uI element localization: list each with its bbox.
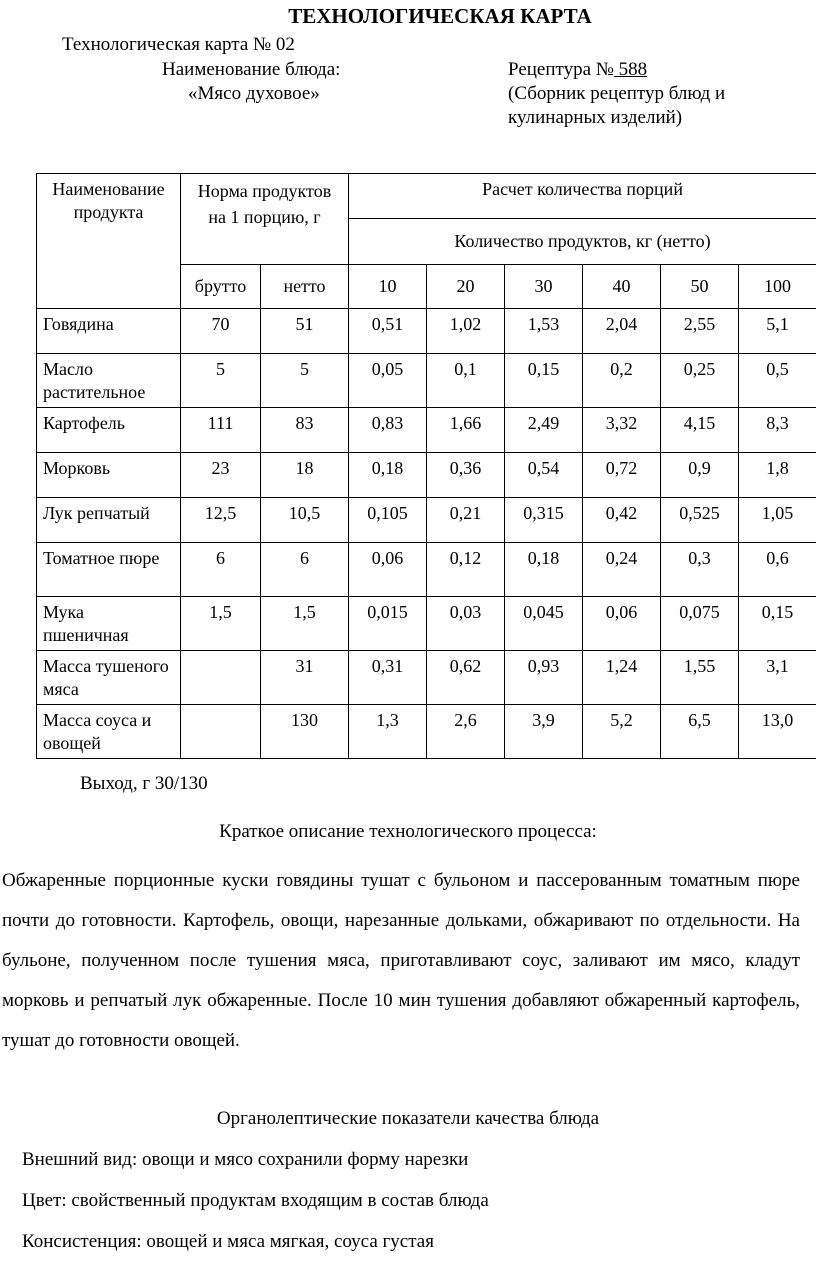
netto-value: 1,5 xyxy=(261,597,349,651)
portion-value: 0,15 xyxy=(739,597,816,651)
quality-title: Органолептические показатели качества блюда xyxy=(216,1108,600,1129)
header-portion: 40 xyxy=(583,265,661,309)
portion-value: 0,15 xyxy=(505,354,583,408)
brutto-value: 12,5 xyxy=(181,498,261,543)
portion-value: 0,12 xyxy=(427,543,505,597)
portion-value: 2,6 xyxy=(427,705,505,759)
table-row xyxy=(37,354,816,408)
portion-value: 0,31 xyxy=(349,651,427,705)
portion-value: 13,0 xyxy=(739,705,816,759)
product-name: Масло растительное xyxy=(37,354,181,408)
product-name: Картофель xyxy=(37,408,181,453)
brutto-value: 111 xyxy=(181,408,261,453)
portion-value: 8,3 xyxy=(739,408,816,453)
card-number: Технологическая карта № 02 xyxy=(62,34,295,55)
recipe-source-line2: кулинарных изделий) xyxy=(508,107,683,128)
portion-value: 0,36 xyxy=(427,453,505,498)
header-qty: Количество продуктов, кг (нетто) xyxy=(349,219,816,265)
portion-value: 0,42 xyxy=(583,498,661,543)
netto-value: 5 xyxy=(261,354,349,408)
quality-appearance: Внешний вид: овощи и мясо сохранили форму нарезки xyxy=(22,1149,469,1170)
portion-value: 0,24 xyxy=(583,543,661,597)
process-text: Обжаренные порционные куски говядины тушат с бульоном и пассерованным томатным пюре почти до готовности. Картофель, овощи, нарезанные дольками, обжаривают по отдельности. На бульоне, полученном после тушения мяса, приготавливают соус, заливают им мясо, кладут морковь и репчатый лук обжаренные. После 10 мин тушения добавляют обжаренный картофель, тушат до готовности овощей. xyxy=(2,870,800,1051)
portion-value: 0,83 xyxy=(349,408,427,453)
brutto-value: 1,5 xyxy=(181,597,261,651)
portion-value: 0,03 xyxy=(427,597,505,651)
portion-value: 0,18 xyxy=(349,453,427,498)
portion-value: 0,015 xyxy=(349,597,427,651)
recipe-prefix: Рецептура № xyxy=(508,59,614,80)
portion-value: 4,15 xyxy=(661,408,739,453)
table-body xyxy=(37,309,816,759)
output-yield: Выход, г 30/130 xyxy=(80,773,208,794)
portion-value: 1,05 xyxy=(739,498,816,543)
table-row xyxy=(37,705,816,759)
header-norm: Норма продуктов на 1 порцию, г xyxy=(181,174,349,265)
brutto-value: 6 xyxy=(181,543,261,597)
portion-value: 5,1 xyxy=(739,309,816,354)
brutto-value: 23 xyxy=(181,453,261,498)
netto-value: 83 xyxy=(261,408,349,453)
portion-value: 3,32 xyxy=(583,408,661,453)
portion-value: 0,25 xyxy=(661,354,739,408)
portion-value: 0,51 xyxy=(349,309,427,354)
netto-value: 18 xyxy=(261,453,349,498)
portion-value: 2,49 xyxy=(505,408,583,453)
portion-value: 0,05 xyxy=(349,354,427,408)
product-name: Масса соуса и овощей xyxy=(37,705,181,759)
header-calc: Расчет количества порций xyxy=(349,174,816,219)
portion-value: 3,9 xyxy=(505,705,583,759)
document-title: ТЕХНОЛОГИЧЕСКАЯ КАРТА xyxy=(288,4,592,28)
table-row xyxy=(37,408,816,453)
table-row xyxy=(37,309,816,354)
portion-value: 0,075 xyxy=(661,597,739,651)
netto-value: 130 xyxy=(261,705,349,759)
portion-value: 5,2 xyxy=(583,705,661,759)
portion-value: 0,06 xyxy=(583,597,661,651)
portion-value: 1,3 xyxy=(349,705,427,759)
recipe-source-line1: (Сборник рецептур блюд и xyxy=(508,83,726,104)
header-brutto: брутто xyxy=(181,265,261,309)
portion-value: 2,55 xyxy=(661,309,739,354)
table-row xyxy=(37,597,816,651)
recipe-number-line xyxy=(508,58,647,82)
header-portion: 20 xyxy=(427,265,505,309)
technology-table xyxy=(36,173,816,759)
portion-value: 0,5 xyxy=(739,354,816,408)
table-row xyxy=(37,498,816,543)
product-name: Масса тушеного мяса xyxy=(37,651,181,705)
portion-value: 0,3 xyxy=(661,543,739,597)
portion-value: 1,24 xyxy=(583,651,661,705)
portion-value: 0,06 xyxy=(349,543,427,597)
product-name: Томатное пюре xyxy=(37,543,181,597)
netto-value: 10,5 xyxy=(261,498,349,543)
header-portion: 30 xyxy=(505,265,583,309)
brutto-value xyxy=(181,705,261,759)
process-title: Краткое описание технологического процесса: xyxy=(219,821,597,842)
portion-value: 0,6 xyxy=(739,543,816,597)
portion-value: 0,9 xyxy=(661,453,739,498)
header-portion: 10 xyxy=(349,265,427,309)
brutto-value xyxy=(181,651,261,705)
header-product: Наименование продукта xyxy=(37,174,181,309)
dish-label: Наименование блюда: xyxy=(162,59,341,80)
product-name: Лук репчатый xyxy=(37,498,181,543)
portion-value: 3,1 xyxy=(739,651,816,705)
header-portion: 100 xyxy=(739,265,816,309)
quality-color: Цвет: свойственный продуктам входящим в состав блюда xyxy=(22,1190,489,1211)
portion-value: 2,04 xyxy=(583,309,661,354)
product-name: Мука пшеничная xyxy=(37,597,181,651)
portion-value: 0,72 xyxy=(583,453,661,498)
portion-value: 0,1 xyxy=(427,354,505,408)
header-portion: 50 xyxy=(661,265,739,309)
portion-value: 1,02 xyxy=(427,309,505,354)
portion-value: 1,66 xyxy=(427,408,505,453)
portion-value: 0,21 xyxy=(427,498,505,543)
portion-value: 0,62 xyxy=(427,651,505,705)
portion-value: 0,525 xyxy=(661,498,739,543)
quality-consistency: Консистенция: овощей и мяса мягкая, соуса густая xyxy=(22,1231,434,1252)
portion-value: 1,8 xyxy=(739,453,816,498)
brutto-value: 5 xyxy=(181,354,261,408)
portion-value: 0,54 xyxy=(505,453,583,498)
portion-value: 0,315 xyxy=(505,498,583,543)
table-row xyxy=(37,453,816,498)
netto-value: 6 xyxy=(261,543,349,597)
netto-value: 51 xyxy=(261,309,349,354)
portion-value: 0,105 xyxy=(349,498,427,543)
portion-value: 1,55 xyxy=(661,651,739,705)
portion-value: 1,53 xyxy=(505,309,583,354)
product-name: Говядина xyxy=(37,309,181,354)
portion-value: 0,18 xyxy=(505,543,583,597)
product-name: Морковь xyxy=(37,453,181,498)
table-row xyxy=(37,651,816,705)
brutto-value: 70 xyxy=(181,309,261,354)
portion-value: 0,045 xyxy=(505,597,583,651)
table-row xyxy=(37,543,816,597)
netto-value: 31 xyxy=(261,651,349,705)
recipe-number: 588 xyxy=(613,59,648,80)
portion-value: 6,5 xyxy=(661,705,739,759)
portion-value: 0,2 xyxy=(583,354,661,408)
header-netto: нетто xyxy=(261,265,349,309)
dish-name: «Мясо духовое» xyxy=(188,83,320,104)
portion-value: 0,93 xyxy=(505,651,583,705)
